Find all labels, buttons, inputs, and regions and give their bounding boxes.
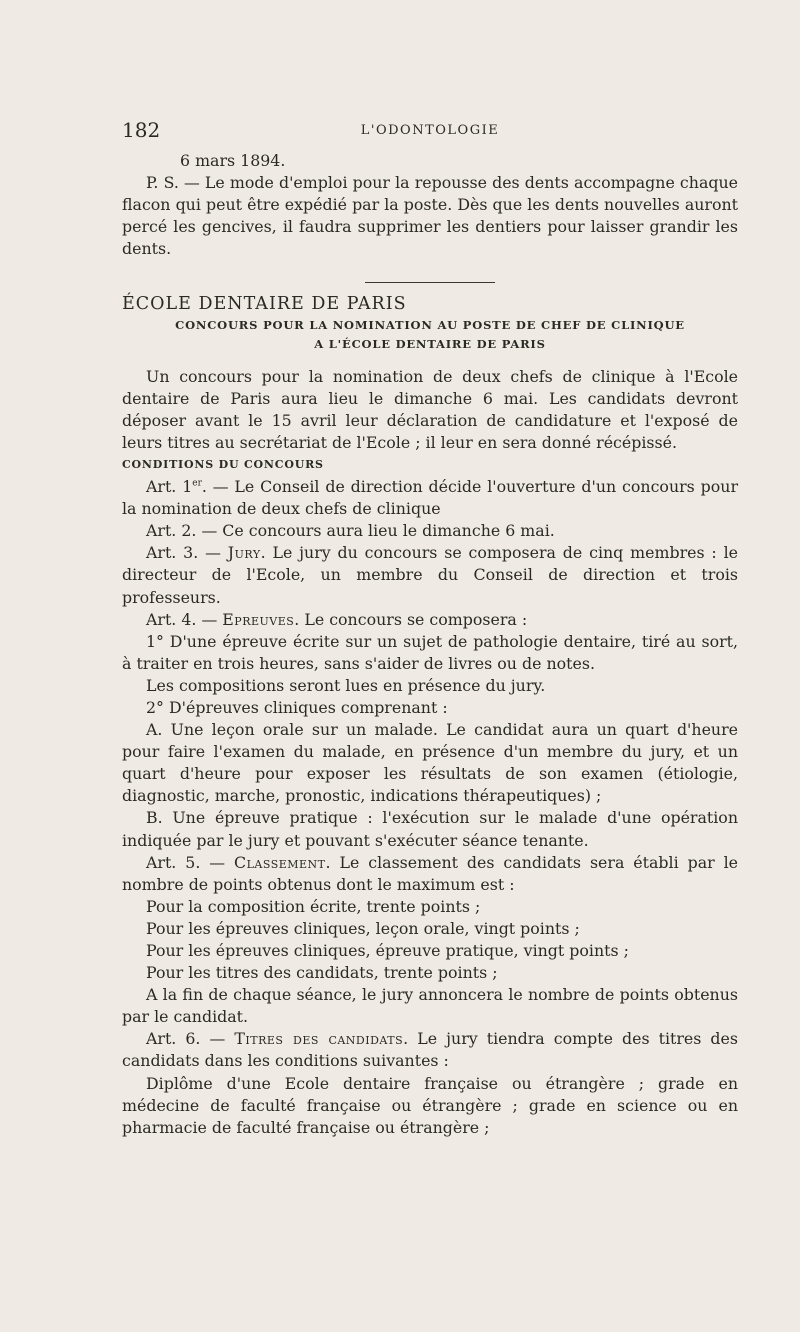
article-2: Art. 2. — Ce concours aura lieu le dimanche 6 mai. — [146, 521, 555, 541]
article-5-line-3: Pour les épreuves cliniques, épreuve pratique, vingt points ; — [146, 941, 629, 960]
intro-paragraph: Un concours pour la nomination de deux chefs de clinique à l'Ecole dentaire de Paris aura lieu le dimanche 6 mai. Les candidats devront déposer avant le 15 avril leur déclaration de candidature et l'exposé de leurs titres au secrétariat de l'Ecole ; il leur en sera donné récépissé. — [122, 366, 738, 452]
article-4-item-1: 1° D'une épreuve écrite sur un sujet de pathologie dentaire, tiré au sort, à traiter en trois heures, sans s'aider de livres ou de notes. — [122, 631, 738, 673]
article-3: Art. 3. — Jury. Le jury du concours se composera de cinq membres : le directeur de l'Ecole, un membre du Conseil de direction et trois professeurs. — [122, 543, 738, 607]
article-4-item-2b: B. Une épreuve pratique : l'exécution sur le malade d'une opération indiquée par le jury et pouvant s'exécuter séance tenante. — [122, 808, 738, 850]
conditions-heading: CONDITIONS DU CONCOURS — [122, 457, 324, 471]
article-4-item-1-note: Les compositions seront lues en présence du jury. — [146, 675, 546, 695]
body-text — [122, 150, 738, 1139]
article-5: Art. 5. — Classement. Le classement des candidats sera établi par le nombre de points obtenus dont le maximum est : — [122, 852, 738, 894]
article-5-end: A la fin de chaque séance, le jury annoncera le nombre de points obtenus par le candidat. — [122, 985, 738, 1027]
running-title: L'ODONTOLOGIE — [360, 123, 500, 138]
article-6: Art. 6. — Titres des candidats. Le jury tiendra compte des titres des candidats dans les conditions suivantes : — [122, 1029, 738, 1071]
article-4: Art. 4. — Epreuves. Le concours se composera : — [146, 609, 528, 629]
article-4-item-2: 2° D'épreuves cliniques comprenant : — [146, 697, 448, 717]
article-5-line-2: Pour les épreuves cliniques, leçon orale, vingt points ; — [146, 918, 580, 938]
postscript-paragraph: P. S. — Le mode d'emploi pour la repousse des dents accompagne chaque flacon qui peut être expédié par la poste. Dès que les dents nouvelles auront percé les gencives, il faudra supprimer les dentiers pour laisser grandir les dents. — [122, 173, 738, 259]
article-4-item-2a: A. Une leçon orale sur un malade. Le candidat aura un quart d'heure pour faire l'examen du malade, en présence d'un membre du jury, et un quart d'heure pour exposer les résultats de son examen (étiologie, diagnostic, marche, pronostic, indications thérapeutiques) ; — [122, 720, 738, 806]
article-5-line-4: Pour les titres des candidats, trente points ; — [146, 963, 498, 983]
letter-date: 6 mars 1894. — [180, 151, 286, 170]
subtitle-line-2: A L'ÉCOLE DENTAIRE DE PARIS — [314, 336, 546, 351]
page-header — [122, 118, 738, 148]
section-subtitle — [122, 316, 738, 354]
section-title: ÉCOLE DENTAIRE DE PARIS — [122, 294, 407, 315]
article-5-line-1: Pour la composition écrite, trente points ; — [146, 896, 481, 916]
article-1: Art. 1er. — Le Conseil de direction décide l'ouverture d'un concours pour la nomination de deux chefs de clinique — [122, 477, 738, 519]
article-6-detail: Diplôme d'une Ecole dentaire française ou étrangère ; grade en médecine de faculté française ou étrangère ; grade en science ou en pharmacie de faculté française ou étrangère ; — [122, 1073, 738, 1137]
page-number: 182 — [122, 118, 161, 142]
subtitle-line-1: CONCOURS POUR LA NOMINATION AU POSTE DE CHEF DE CLINIQUE — [175, 317, 685, 332]
section-divider — [365, 282, 495, 283]
